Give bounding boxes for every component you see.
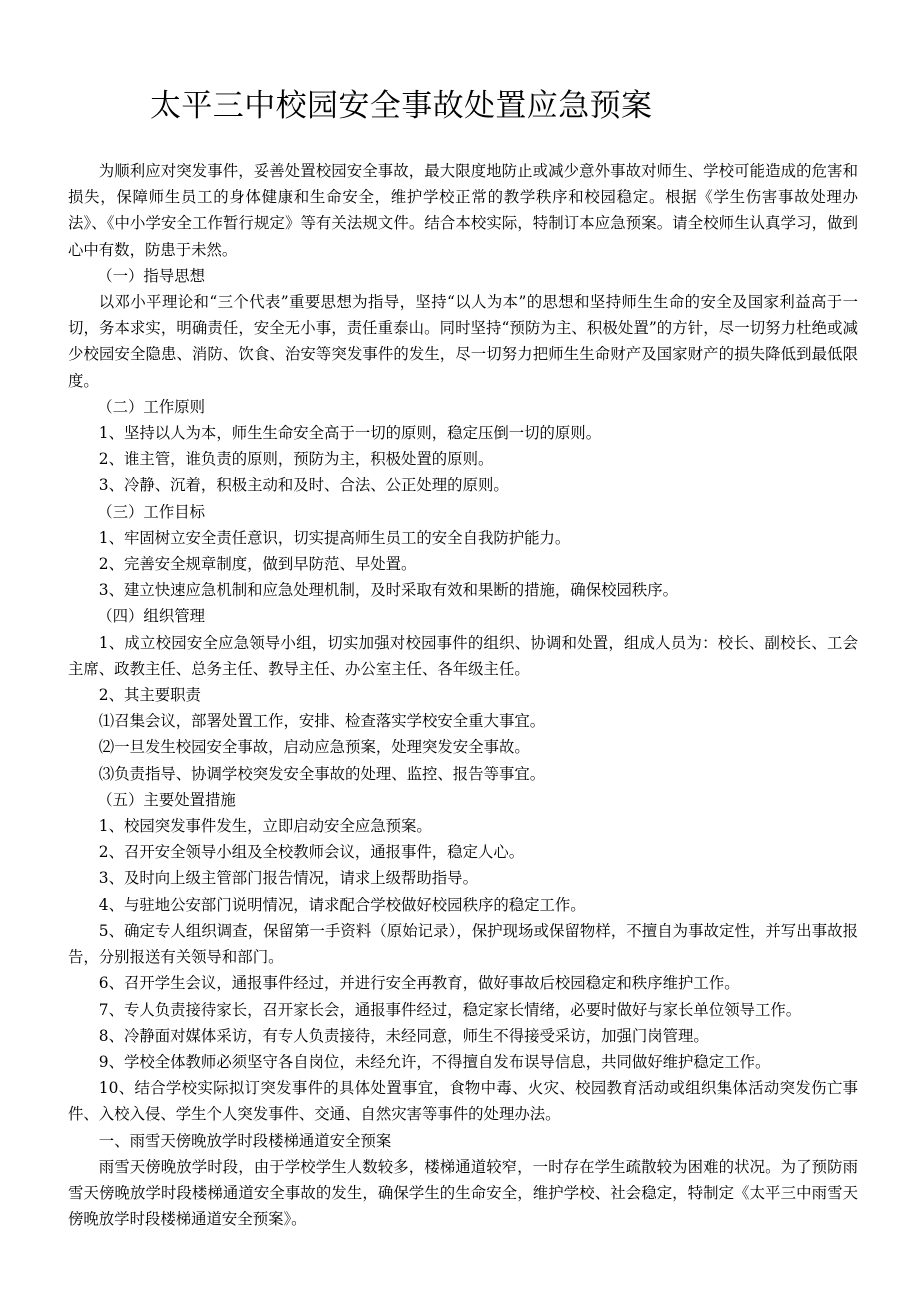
section-heading: （三）工作目标 bbox=[97, 502, 205, 521]
paragraph: 1、成立校园安全应急领导小组，切实加强对校园事件的组织、协调和处置，组成人员为：校长、副校长、工会主席、政教主任、总务主任、教导主任、办公室主任、各年级主任。 bbox=[68, 633, 858, 678]
paragraph: 2、召开安全领导小组及全校教师会议，通报事件，稳定人心。 bbox=[98, 843, 525, 862]
paragraph: ⑵一旦发生校园安全事故，启动应急预案，处理突发安全事故。 bbox=[98, 738, 530, 757]
document-page bbox=[68, 0, 858, 1302]
paragraph: 为顺利应对突发事件，妥善处置校园安全事故，最大限度地防止或减少意外事故对师生、学校可能造成的危害和损失，保障师生员工的身体健康和生命安全，维护学校正常的教学秩序和校园稳定。根据《学生伤害事故处理办法》、《中小学安全工作暂行规定》等有关法规文件。结合本校实际，特制订本应急预案。请全校师生认真学习，做到心中有数，防患于未然。 bbox=[68, 162, 858, 259]
paragraph: 2、其主要职责 bbox=[98, 686, 201, 705]
paragraph: 9、学校全体教师必须坚守各自岗位，未经允许，不得擅自发布误导信息，共同做好维护稳定工作。 bbox=[98, 1052, 771, 1071]
paragraph: ⑶负责指导、协调学校突发安全事故的处理、监控、报告等事宜。 bbox=[98, 764, 546, 783]
paragraph: 雨雪天傍晚放学时段，由于学校学生人数较多，楼梯通道较窄，一时存在学生疏散较为困难的状况。为了预防雨雪天傍晚放学时段楼梯通道安全事故的发生，确保学生的生命安全，维护学校、社会稳定，特制定《太平三中雨雪天傍晚放学时段楼梯通道安全预案》。 bbox=[68, 1157, 858, 1229]
section-heading: （四）组织管理 bbox=[97, 607, 205, 626]
section-heading: （一）指导思想 bbox=[97, 266, 205, 285]
paragraph: 7、专人负责接待家长，召开家长会，通报事件经过，稳定家长情绪，必要时做好与家长单位领导工作。 bbox=[98, 1000, 802, 1019]
section-heading: （五）主要处置措施 bbox=[97, 790, 236, 809]
paragraph: 3、冷静、沉着，积极主动和及时、合法、公正处理的原则。 bbox=[98, 476, 509, 495]
paragraph: 1、校园突发事件发生，立即启动安全应急预案。 bbox=[98, 817, 432, 836]
document-title: 太平三中校园安全事故处置应急预案 bbox=[150, 88, 653, 124]
paragraph: 4、与驻地公安部门说明情况，请求配合学校做好校园秩序的稳定工作。 bbox=[98, 895, 586, 914]
paragraph: 6、召开学生会议，通报事件经过，并进行安全再教育，做好事故后校园稳定和秩序维护工作。 bbox=[98, 974, 740, 993]
paragraph: 1、牢固树立安全责任意识，切实提高师生员工的安全自我防护能力。 bbox=[98, 528, 571, 547]
paragraph: 10、结合学校实际拟订突发事件的具体处置事宜，食物中毒、火灾、校园教育活动或组织集体活动突发伤亡事件、入校入侵、学生个人突发事件、交通、自然灾害等事件的处理办法。 bbox=[68, 1079, 858, 1124]
paragraph: 2、谁主管，谁负责的原则，预防为主，积极处置的原则。 bbox=[98, 450, 494, 469]
paragraph: 2、完善安全规章制度，做到早防范、早处置。 bbox=[98, 555, 417, 574]
paragraph: 3、建立快速应急机制和应急处理机制，及时采取有效和果断的措施，确保校园秩序。 bbox=[98, 581, 679, 600]
paragraph: 5、确定专人组织调查，保留第一手资料（原始记录），保护现场或保留物样，不擅自为事故定性，并写出事故报告，分别报送有关领导和部门。 bbox=[68, 921, 858, 967]
document-body bbox=[68, 158, 858, 1232]
paragraph: 以邓小平理论和“三个代表”重要思想为指导，坚持“以人为本”的思想和坚持师生生命的安全及国家利益高于一切，务本求实，明确责任，安全无小事，责任重泰山。同时坚持“预防为主、积极处置”的方针，尽一切努力杜绝或减少校园安全隐患、消防、饮食、治安等突发事件的发生，尽一切努力把师生生命财产及国家财产的损失降低到最低限度。 bbox=[68, 293, 858, 390]
paragraph: ⑴召集会议，部署处置工作，安排、检查落实学校安全重大事宜。 bbox=[98, 712, 546, 731]
paragraph: 1、坚持以人为本，师生生命安全高于一切的原则，稳定压倒一切的原则。 bbox=[98, 424, 602, 443]
paragraph: 3、及时向上级主管部门报告情况，请求上级帮助指导。 bbox=[98, 869, 478, 888]
paragraph: 8、冷静面对媒体采访，有专人负责接待，未经同意，师生不得接受采访，加强门岗管理。 bbox=[98, 1026, 709, 1045]
section-heading: （二）工作原则 bbox=[97, 397, 205, 416]
paragraph: 一、雨雪天傍晚放学时段楼梯通道安全预案 bbox=[98, 1131, 392, 1150]
